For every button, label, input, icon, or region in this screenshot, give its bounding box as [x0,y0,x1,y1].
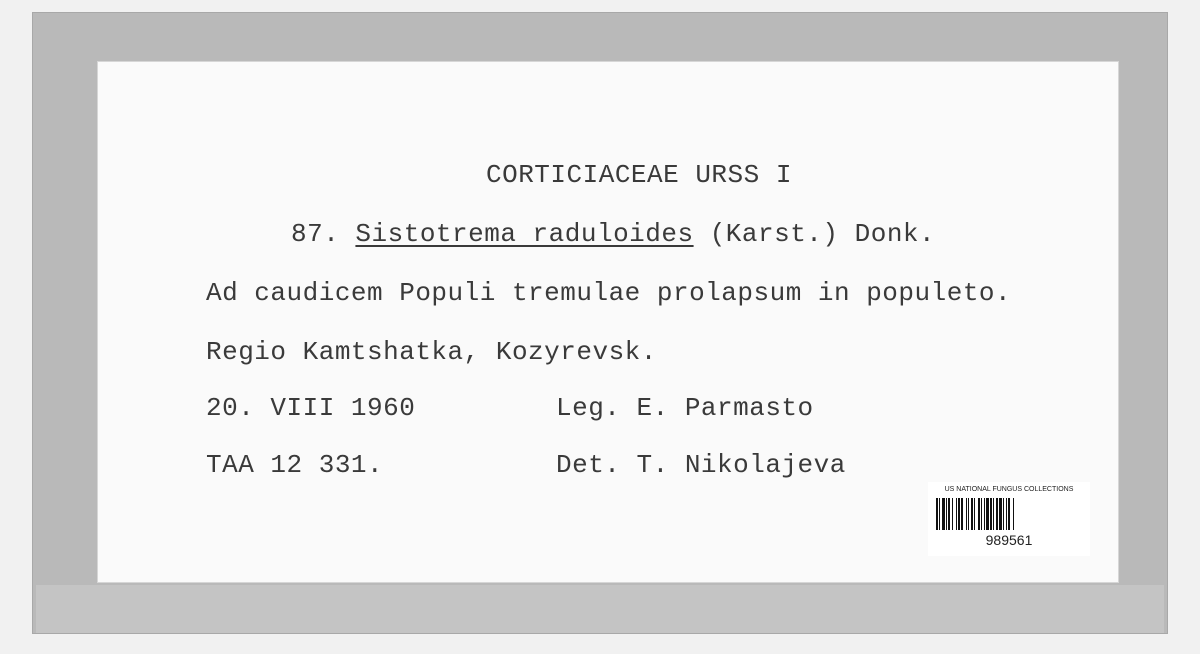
label-heading: CORTICIACEAE URSS I [486,160,792,190]
specimen-number: 87. [291,219,340,249]
accession-number: TAA 12 331. [206,450,384,480]
locality-text: Regio Kamtshatka, Kozyrevsk. [206,337,657,367]
barcode-header: US NATIONAL FUNGUS COLLECTIONS [944,486,1074,493]
species-line [291,219,935,249]
envelope-flap [36,585,1164,633]
barcode-label [928,482,1090,556]
barcode-icon [936,498,1082,530]
determiner-text: Det. T. Nikolajeva [556,450,846,480]
collection-date: 20. VIII 1960 [206,393,416,423]
substrate-text: Ad caudicem Populi tremulae prolapsum in populeto. [206,278,1012,308]
species-authority: (Karst.) Donk. [709,219,936,249]
species-name: Sistotrema raduloides [355,219,694,249]
collector-text: Leg. E. Parmasto [556,393,814,423]
barcode-number: 989561 [985,532,1033,548]
